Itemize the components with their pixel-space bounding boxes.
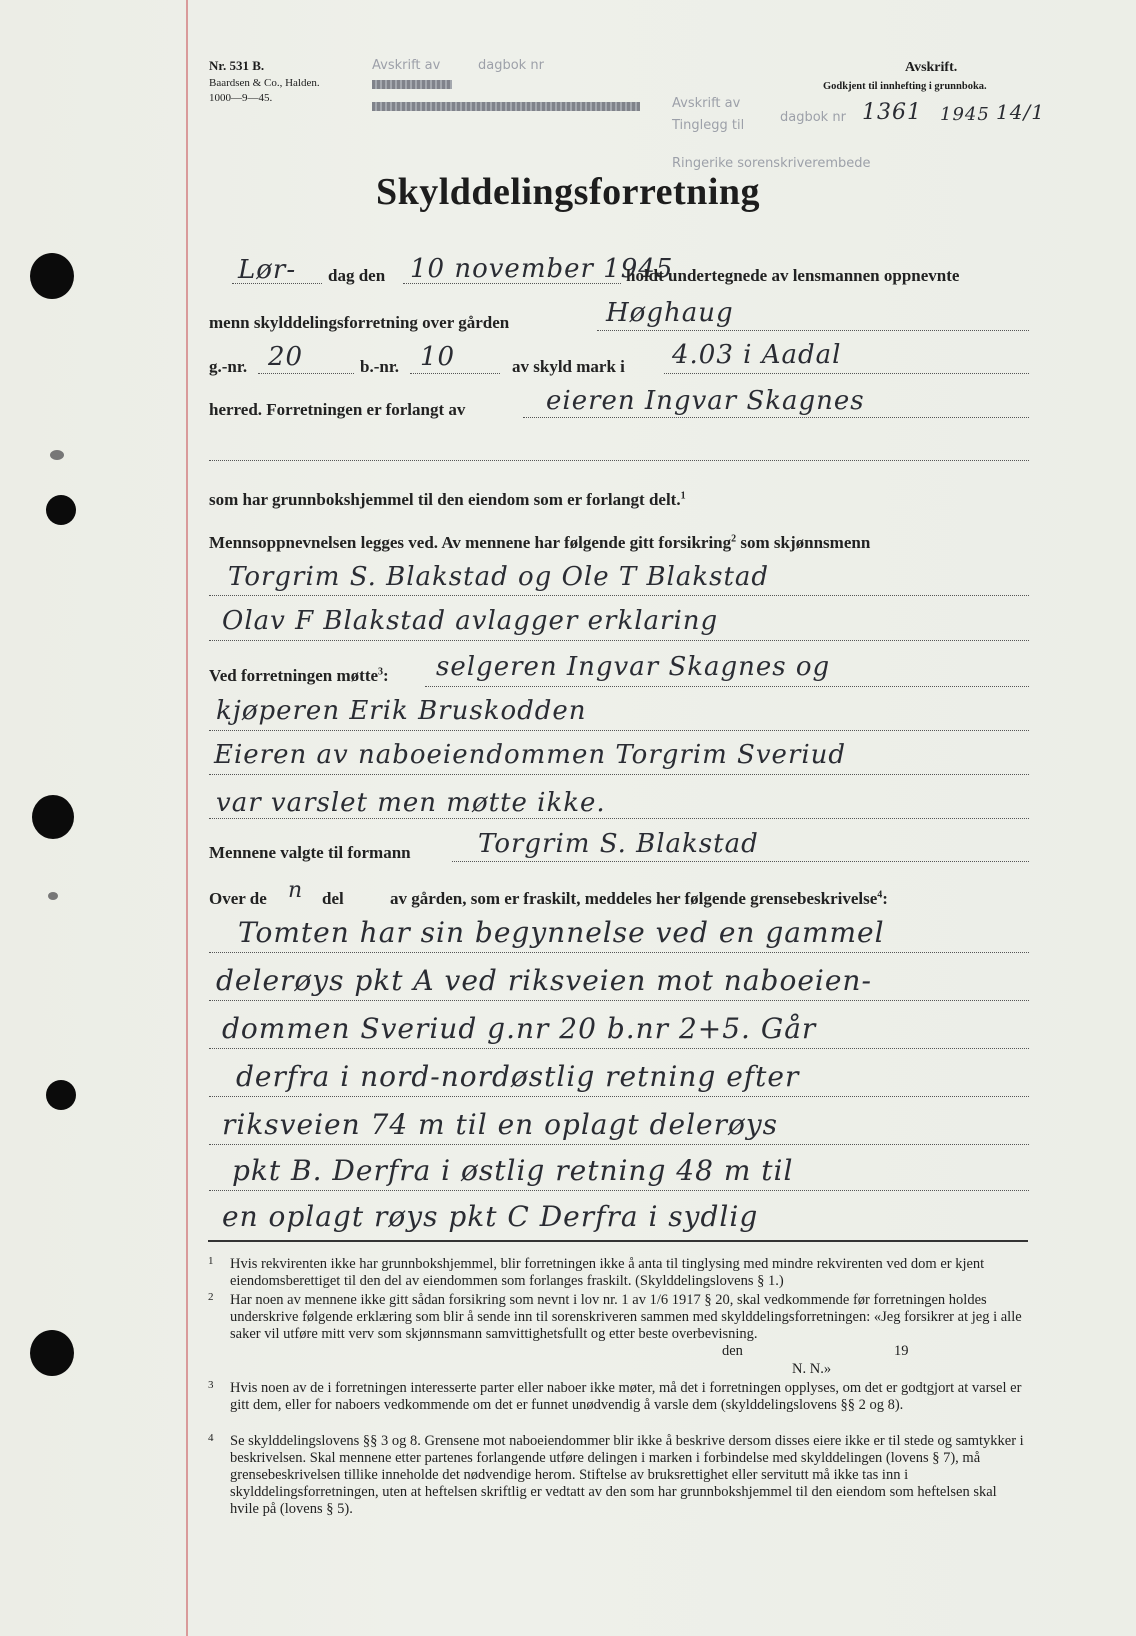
punch-hole xyxy=(30,1330,74,1376)
footnote-number: 2 xyxy=(208,1291,214,1303)
description-line-4: derfra i nord-nordøstlig retning efter xyxy=(236,1060,800,1093)
ved-handwritten-3: Eieren av naboeiendommen Torgrim Sveriud xyxy=(214,740,847,770)
skyld-label: av skyld mark i xyxy=(512,357,625,376)
description-line-1: Tomten har sin begynnelse ved en gammel xyxy=(238,916,885,949)
day-handwritten: Lør- xyxy=(238,255,297,285)
del-label: del xyxy=(322,889,344,908)
fill-line xyxy=(597,330,1029,331)
menns-label: Mennsoppnevnelsen legges ved. Av mennene har følgende gitt forsikring xyxy=(209,533,732,552)
fill-line xyxy=(403,283,621,284)
punch-hole xyxy=(32,795,74,839)
over-handwritten: n xyxy=(288,878,304,903)
dagbok-date: 14/1 xyxy=(996,100,1045,124)
fill-line xyxy=(209,730,1029,731)
footnote-text: Hvis rekvirenten ikke har grunnbokshjemmel, blir forretningen ikke å anta til tinglysing med mindre rekvirenten ved dom er kjent eiendomsberettiget til den del av eiendommen som forlanges fraskilt. (Skylddelingslovens § 1.) xyxy=(230,1256,985,1289)
farm-handwritten: Høghaug xyxy=(606,298,734,328)
fill-line xyxy=(209,774,1029,775)
footnote-text: Hvis noen av de i forretningen interesserte parter eller naboer ikke møter, må det i forretningen opplyses, om det er godtgjort at varsel er gitt dem, eller for naboers vedkommende om det er funnet unødvendig å varsle dem (skylddelingslovens §§ 2 og 8). xyxy=(230,1380,1022,1413)
fill-line xyxy=(209,1144,1029,1145)
footnote-ref: 3 xyxy=(378,666,384,678)
gnr-label: g.-nr. xyxy=(209,357,248,376)
footnote-rule xyxy=(208,1240,1028,1242)
fill-line xyxy=(523,417,1029,418)
formann-handwritten: Torgrim S. Blakstad xyxy=(478,829,759,859)
punch-hole xyxy=(30,253,74,299)
fill-line xyxy=(209,595,1029,596)
formann-text: Mennene valgte til formann xyxy=(209,843,411,862)
punch-hole xyxy=(46,495,76,525)
stamp-right-line3: Ringerike sorenskriverembede xyxy=(672,156,871,171)
men-handwritten-1: Torgrim S. Blakstad og Ole T Blakstad xyxy=(228,562,770,592)
ved-handwritten-2: kjøperen Erik Bruskodden xyxy=(216,696,587,726)
ved-label: Ved forretningen møtte xyxy=(209,666,379,685)
paper-speck xyxy=(48,892,58,900)
ved-handwritten-4: var varslet men møtte ikke. xyxy=(216,788,606,818)
dagbok-label: dagbok nr xyxy=(780,110,846,125)
footnote-text: Har noen av mennene ikke gitt sådan forsikring som nevnt i lov nr. 1 av 1/6 1917 § 20, skal vedkommende før forretningen holdes underskrive følgende erklæring som blir å sende inn til sorenskriveren sammen med skylddelingsforretningen: «Jeg forsikrer at jeg i alle saker vil utføre mitt verv som skjønnsmann samvittighetsfullt og etter beste overbevisning. xyxy=(230,1292,1022,1342)
fill-line xyxy=(209,1000,1029,1001)
margin-line xyxy=(186,0,188,1636)
stamp-left-line2: dagbok nr xyxy=(478,58,544,73)
dag-den-label: dag den xyxy=(328,266,386,285)
fill-line xyxy=(410,373,500,374)
stamp-right-line2: Tinglegg til xyxy=(672,118,745,133)
menns-end-label: som skjønnsmenn xyxy=(740,533,871,552)
holdt-text: holdt undertegnede av lensmannen oppnevnte xyxy=(626,266,960,285)
document-title: Skylddelingsforretning xyxy=(375,171,761,213)
skyld-handwritten: 4.03 i Aadal xyxy=(672,340,842,370)
ved-handwritten-1: selgeren Ingvar Skagnes og xyxy=(436,652,831,682)
print-run: 1000—9—45. xyxy=(209,92,273,104)
over-label: Over de xyxy=(209,889,267,908)
requester-handwritten: eieren Ingvar Skagnes xyxy=(546,386,865,416)
fill-line xyxy=(209,460,1029,461)
footnote-3 xyxy=(208,1380,1028,1414)
fill-line xyxy=(209,952,1029,953)
footnote-2 xyxy=(208,1292,1028,1343)
fill-line xyxy=(209,1096,1029,1097)
ved-text: Ved forretningen møtte$^3$: xyxy=(209,666,389,685)
over-rest-text: av gården, som er fraskilt, meddeles her følgende grensebeskrivelse$^4$: xyxy=(390,889,888,908)
description-line-3: dommen Sveriud g.nr 20 b.nr 2+5. Går xyxy=(222,1012,817,1045)
footnote-4 xyxy=(208,1433,1028,1518)
dagbok-year: 1945 xyxy=(940,104,990,125)
stamp-left-line1: Avskrift av xyxy=(372,58,441,73)
fill-line xyxy=(425,686,1029,687)
fill-line xyxy=(209,1048,1029,1049)
bnr-label: b.-nr. xyxy=(360,357,400,376)
bnr-handwritten: 10 xyxy=(420,342,456,372)
paper-speck xyxy=(50,450,64,460)
fill-line xyxy=(209,1190,1029,1191)
printer-name: Baardsen & Co., Halden. xyxy=(209,77,320,89)
footnote-text: Se skylddelingslovens §§ 3 og 8. Grensene mot naboeiendommer blir ikke å beskrive dersom disses eiere ikke er til stede og samtykker i beskrivelsen. Skal mennene etter partenes forlangende utføre delingen i marken i forbindelse med skylddelingen (lovens § 7), må grensebeskrivelsen tillike inneholde det nødvendige herom. Stiftelse av bruksrettighet eller servitutt må ikke tas inn i skylddelingsforretningen, uten at heftelsen skriftlig er vedtatt av den som har grunnbokshjemmel til den eiendom som heftelsen skal hvile på (lovens § 5). xyxy=(230,1433,1024,1517)
fill-line xyxy=(209,818,1029,819)
footnote-ref: 4 xyxy=(877,889,883,901)
footnote-1 xyxy=(208,1256,1028,1290)
fill-line xyxy=(209,640,1029,641)
stamp-right-line1: Avskrift av xyxy=(672,96,741,111)
crossed-stamp-line xyxy=(372,80,452,89)
footnote-2-year: 19 xyxy=(894,1343,909,1359)
grunnbok-text xyxy=(209,490,686,510)
description-line-2: delerøys pkt A ved riksveien mot naboeien- xyxy=(216,964,872,997)
footnote-number: 1 xyxy=(208,1255,214,1267)
footnote-number: 3 xyxy=(208,1379,214,1391)
crossed-stamp-line xyxy=(372,102,640,111)
menns-text xyxy=(209,533,870,553)
grunnbok-label: som har grunnbokshjemmel til den eiendom som er forlangt delt. xyxy=(209,490,681,509)
date-handwritten: 10 november 1945 xyxy=(410,254,674,284)
avskrift-label: Avskrift. xyxy=(905,60,958,75)
over-rest-label: av gården, som er fraskilt, meddeles her følgende grensebeskrivelse xyxy=(390,889,878,908)
footnote-2-den: den xyxy=(722,1343,743,1359)
fill-line xyxy=(664,373,1029,374)
herred-text: herred. Forretningen er forlangt av xyxy=(209,400,466,419)
fill-line xyxy=(232,283,322,284)
description-line-6: pkt B. Derfra i østlig retning 48 m til xyxy=(232,1154,794,1187)
footnote-2-signature: N. N.» xyxy=(792,1361,832,1377)
form-number: Nr. 531 B. xyxy=(209,58,265,73)
menn-text: menn skylddelingsforretning over gården xyxy=(209,313,510,332)
approval-note: Godkjent til innhefting i grunnboka. xyxy=(823,81,987,92)
punch-hole xyxy=(46,1080,76,1110)
description-line-5: riksveien 74 m til en oplagt delerøys xyxy=(222,1108,779,1141)
dagbok-number: 1361 xyxy=(862,100,922,125)
men-handwritten-2: Olav F Blakstad avlagger erklaring xyxy=(222,606,719,636)
fill-line xyxy=(258,373,354,374)
gnr-handwritten: 20 xyxy=(268,342,304,372)
fill-line xyxy=(452,861,1029,862)
footnote-ref: 2 xyxy=(731,533,737,545)
footnote-number: 4 xyxy=(208,1432,214,1444)
footnote-ref: 1 xyxy=(680,490,686,502)
description-line-7: en oplagt røys pkt C Derfra i sydlig xyxy=(222,1200,759,1233)
